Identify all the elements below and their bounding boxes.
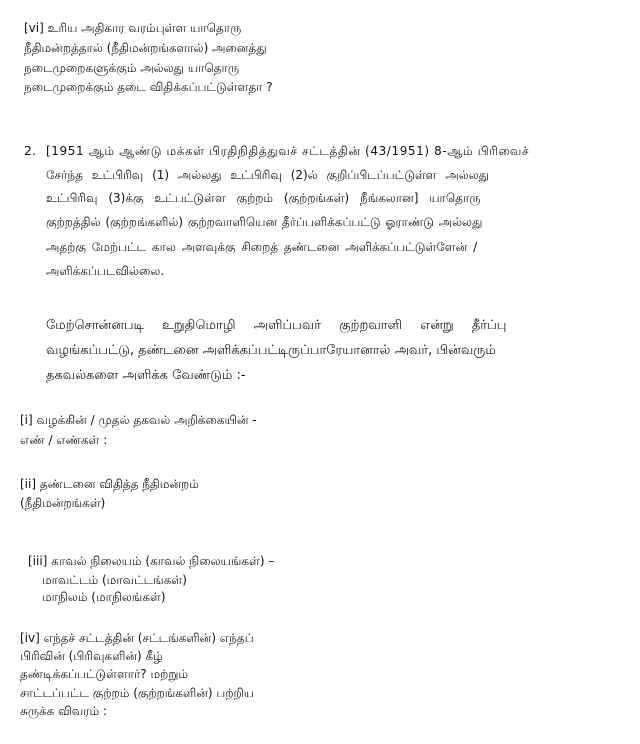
q-vi-line-4: நடைமுறைக்கும் தடை விதிக்கப்பட்டுள்ளதா ? — [24, 80, 273, 94]
item-2-number: 2. — [24, 143, 36, 158]
q-iv-line-4: சாட்டப்பட்ட குற்றம் (குற்றங்களின்) பற்றிய — [20, 686, 255, 700]
q-iii-line-3: மாநிலம் (மாநிலங்கள்) — [42, 590, 166, 604]
q-iii-line-2: மாவட்டம் (மாவட்டங்கள்) — [42, 573, 187, 587]
q-iv-line-2: பிரிவின் (பிரிவுகளின்) கீழ் — [20, 649, 163, 663]
item-2-line-3: உட்பிரிவு (3)க்கு உட்பட்டுள்ள குற்றம் (குற்றங்கள்) நீங்கலான] யாதொரு — [46, 191, 481, 205]
q-i-line-1: [i] வழக்கின் / முதல் தகவல் அறிக்கையின் - — [20, 413, 257, 427]
q-ii-line-2: (நீதிமன்றங்கள்) — [20, 496, 106, 510]
item-2-line-6: அளிக்கப்படவில்லை. — [46, 264, 165, 278]
intro-line-2: வழங்கப்பட்டு, தண்டனை அளிக்கப்பட்டிருப்பாரேயானால் அவர், பின்வரும் — [46, 343, 496, 358]
q-iv-line-5: சுருக்க விவரம் : — [20, 704, 107, 718]
q-iv-line-3: தண்டிக்கப்பட்டுள்ளார்? மற்றும் — [20, 667, 188, 681]
q-ii-line-1: [ii] தண்டனை விதித்த நீதிமன்றம் — [20, 477, 199, 491]
q-i-line-2: எண் / எண்கள் : — [20, 433, 108, 447]
intro-line-3: தகவல்களை அளிக்க வேண்டும் :- — [46, 368, 246, 383]
item-2-line-2: சேர்ந்த உட்பிரிவு (1) அல்லது உட்பிரிவு (2)ல் குறிப்பிடப்பட்டுள்ள அல்லது — [46, 168, 490, 182]
q-iii-line-1: [iii] காவல் நிலையம் (காவல் நிலையங்கள்) – — [28, 554, 275, 568]
item-2-line-4: குற்றத்தில் (குற்றங்களில்) குற்றவாளியென தீர்ப்பளிக்கப்பட்டு ஓராண்டு அல்லது — [46, 215, 483, 229]
q-iv-line-1: [iv] எந்தச் சட்டத்தின் (சட்டங்களின்) எந்தப் — [20, 631, 254, 645]
q-vi-line-3: நடைமுறைகளுக்கும் அல்லது யாதொரு — [24, 61, 239, 75]
intro-line-1: மேற்சொன்னபடி உறுதிமொழி அளிப்பவர் குற்றவாளி என்று தீர்ப்பு — [46, 318, 507, 333]
item-2-line-1: [1951 ஆம் ஆண்டு மக்கள் பிரதிநிதித்துவச் சட்டத்தின் (43/1951) 8-ஆம் பிரிவைச் — [46, 144, 530, 158]
q-vi-line-2: நீதிமன்றத்தால் (நீதிமன்றங்களால்) அனைத்து — [24, 41, 267, 55]
q-vi-line-1: [vi] உரிய அதிகார வரம்புள்ள யாதொரு — [24, 21, 242, 35]
item-2-line-5: அதற்கு மேற்பட்ட கால அளவுக்கு சிறைத் தண்டனை அளிக்கப்பட்டுள்ளேன் / — [46, 240, 478, 254]
